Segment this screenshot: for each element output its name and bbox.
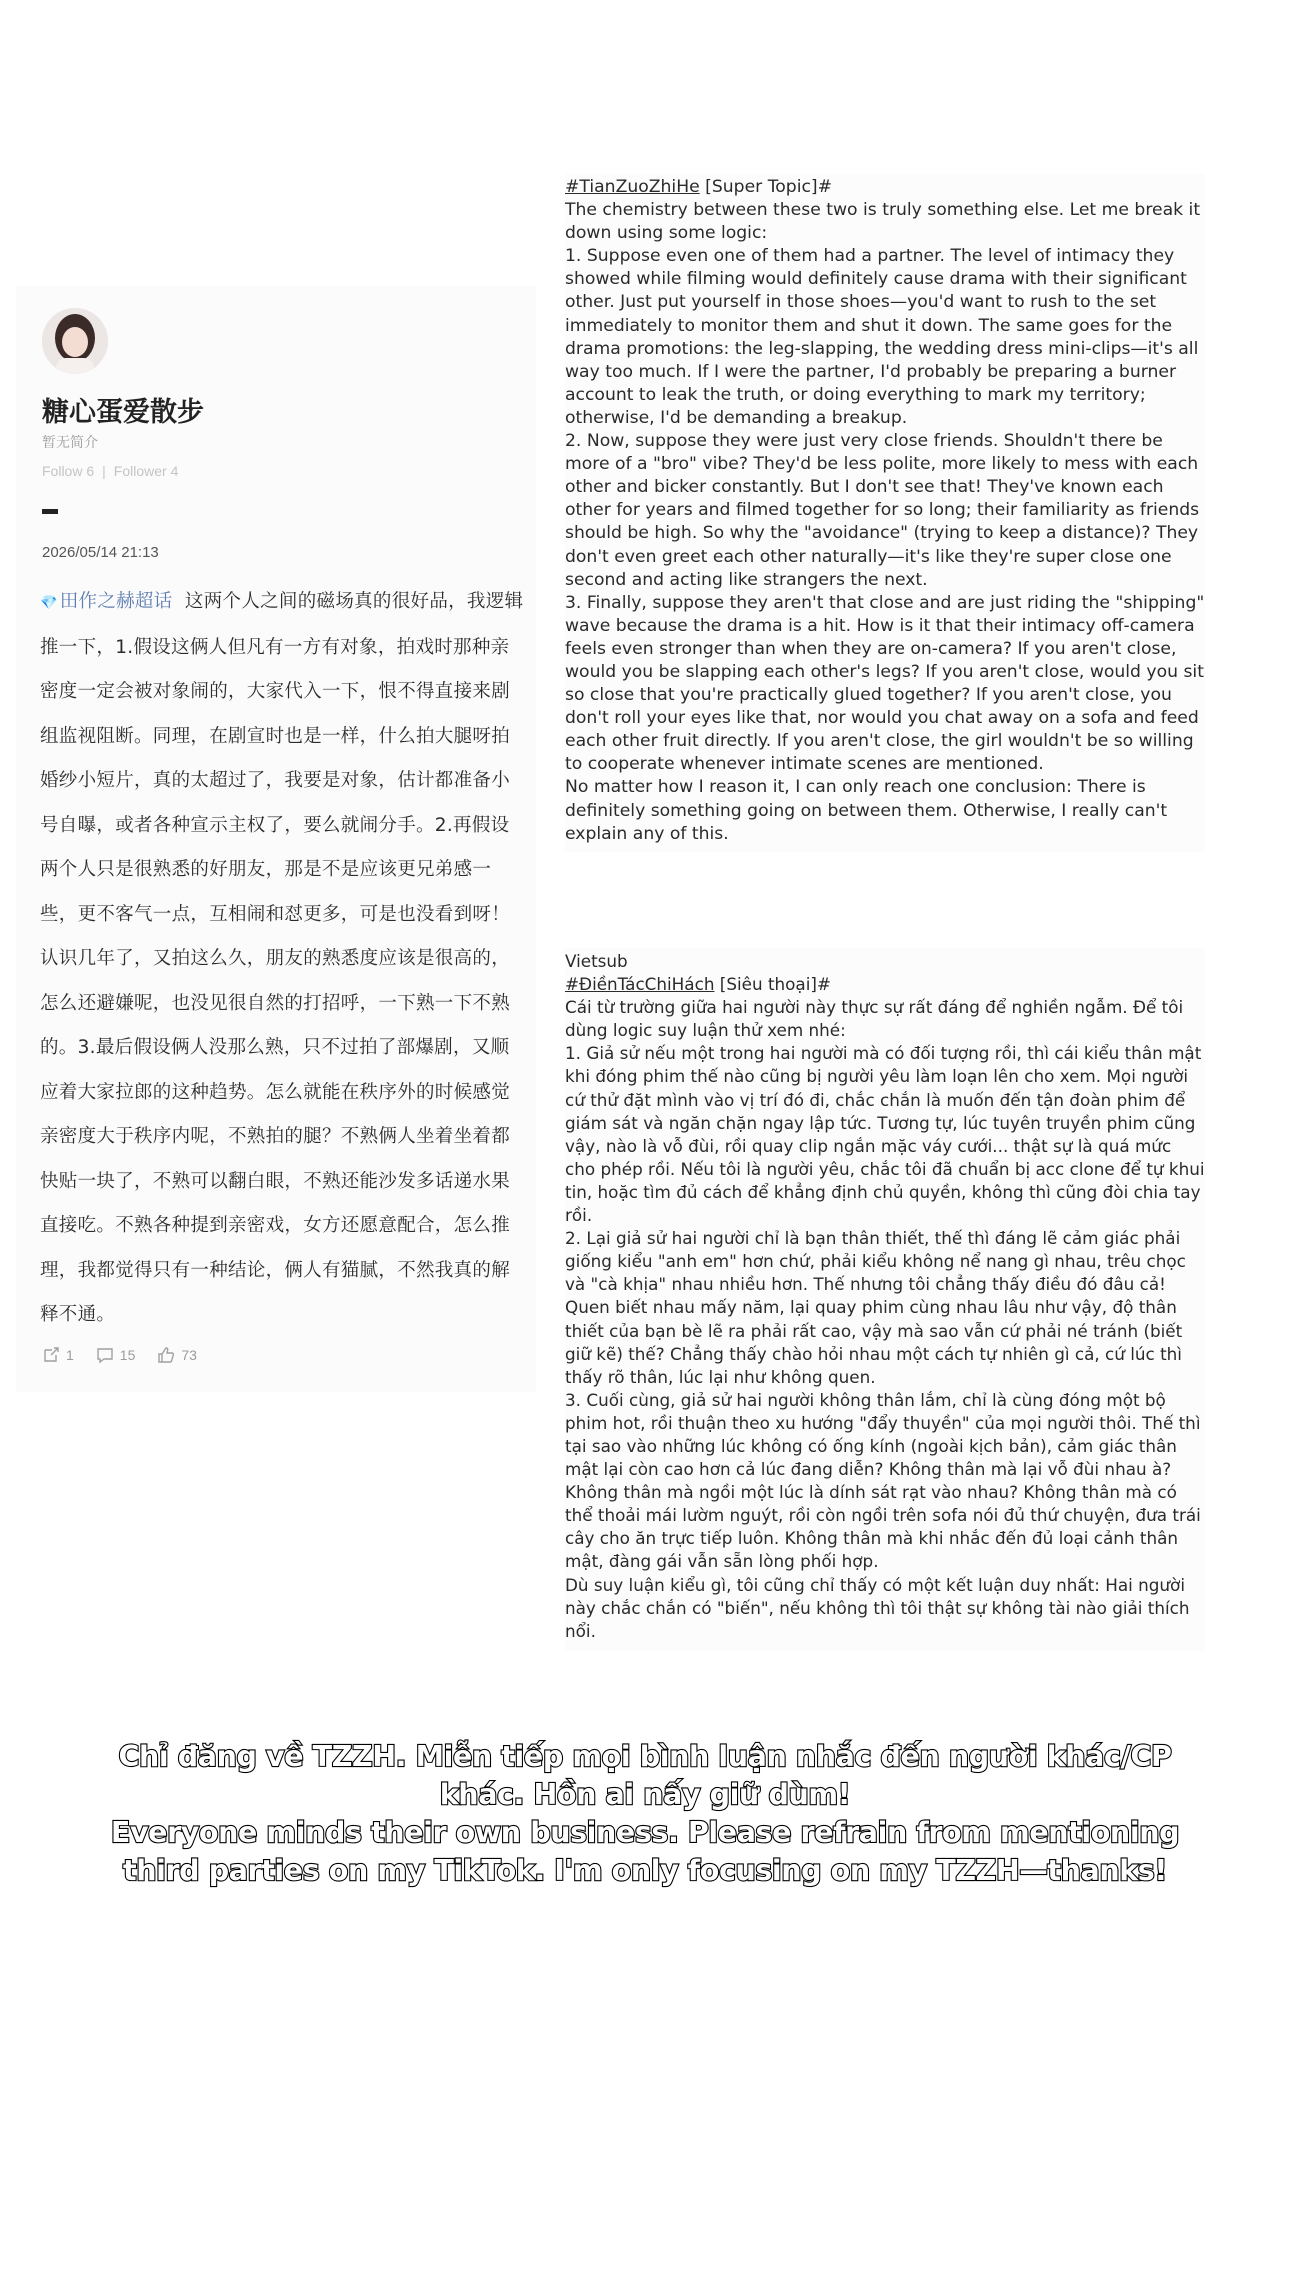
share-count: 1 <box>66 1347 74 1363</box>
divider <box>42 509 58 514</box>
follow-count[interactable]: Follow 6 <box>42 463 95 479</box>
vietnamese-tag-suffix: [Siêu thoại]# <box>714 974 831 995</box>
comment-icon <box>96 1346 114 1364</box>
thumbs-up-icon <box>157 1346 175 1364</box>
vietnamese-tag-line <box>565 973 1205 996</box>
follower-count[interactable]: Follower 4 <box>113 463 179 479</box>
vietnamese-translation <box>565 948 1205 1651</box>
avatar[interactable] <box>42 308 108 374</box>
video-caption <box>80 1738 1210 1890</box>
like-count: 73 <box>181 1347 197 1363</box>
avatar-image <box>42 308 108 374</box>
comment-button[interactable] <box>96 1346 136 1364</box>
diamond-icon: 💎 <box>40 595 58 611</box>
english-paragraph: No matter how I reason it, I can only reach one conclusion: There is definitely something going on between them. Otherwise, I really can't explain any of this. <box>565 777 1168 844</box>
like-button[interactable] <box>157 1346 197 1364</box>
english-paragraph: 1. Suppose even one of them had a partner. The level of intimacy they showed while filming would definitely cause drama with their significant other. Just put yourself in those shoes—you'd want to rush to the set immediately to monitor them and shut it down. The same goes for the drama promotions: the leg-slapping, the wedding dress mini-clips—it's all way too much. If I were the partner, I'd probably be preparing a burner account to leak the truth, or doing everything to mark my territory; otherwise, I'd be demanding a breakup. <box>565 246 1199 428</box>
post-date: 2026/05/14 21:13 <box>42 544 159 561</box>
vietnamese-paragraph: Cái từ trường giữa hai người này thực sự rất đáng để nghiền ngẫm. Để tôi dùng logic suy luận thử xem nhé: <box>565 997 1184 1041</box>
comment-count: 15 <box>119 1347 136 1363</box>
vietsub-label: Vietsub <box>565 951 628 971</box>
post-body <box>40 580 528 1338</box>
caption-line-english: Everyone minds their own business. Please refrain from mentioning third parties on my TikTok. I'm only focusing on my TZZH—thanks! <box>110 1816 1180 1887</box>
vietnamese-tag[interactable]: #ĐiềnTácChiHách <box>565 974 715 995</box>
vietnamese-paragraph: 1. Giả sử nếu một trong hai người mà có đối tượng rồi, thì cái kiểu thân mật khi đóng phim thế nào cũng bị người yêu làm loạn lên cho xem. Mọi người cứ thử đặt mình vào vị trí đó đi, chắc chắn là muốn đến tận đoàn phim để giám sát và ngăn chặn ngay lập tức. Tương tự, lúc tuyên truyền phim cũng vậy, nào là vỗ đùi, rồi quay clip ngắn mặc váy cưới... thật sự là quá mức cho phép rồi. Nếu tôi là người yêu, chắc tôi đã chuẩn bị acc clone để tự khui tin, hoặc tìm đủ cách để khẳng định chủ quyền, không thì cũng đòi chia tay rồi. <box>565 1043 1205 1226</box>
post-text: 这两个人之间的磁场真的很好品，我逻辑推一下，1.假设这俩人但凡有一方有对象，拍戏时那种亲密度一定会被对象闹的，大家代入一下，恨不得直接来剧组监视阻断。同理，在剧宣时也是一样，什么拍大腿呀拍婚纱小短片，真的太超过了，我要是对象，估计都准备小号自曝，或者各种宣示主权了，要么就闹分手。2.再假设两个人只是很熟悉的好朋友，那是不是应该更兄弟感一些，更不客气一点，互相闹和怼更多，可是也没看到呀！认识几年了，又拍这么久，朋友的熟悉度应该是很高的，怎么还避嫌呢，也没见很自然的打招呼，一下熟一下不熟的。3.最后假设俩人没那么熟，只不过拍了部爆剧，又顺应着大家拉郎的这种趋势。怎么就能在秩序外的时候感觉亲密度大于秩序内呢，不熟拍的腿？不熟俩人坐着坐着都快贴一块了，不熟可以翻白眼，不熟还能沙发多话递水果直接吃。不熟各种提到亲密戏，女方还愿意配合，怎么推理，我都觉得只有一种结论，俩人有猫腻，不然我真的解释不通。 <box>40 591 524 1325</box>
follow-stats: Follow 6 | Follower 4 <box>42 463 179 479</box>
action-bar <box>42 1346 197 1364</box>
share-icon <box>42 1346 60 1364</box>
english-tag-suffix: [Super Topic]# <box>699 177 833 197</box>
vietnamese-paragraph: 2. Lại giả sử hai người chỉ là bạn thân thiết, thế thì đáng lẽ cảm giác phải giống kiểu "anh em" hơn chứ, phải kiểu không nể nang gì nhau, trêu chọc và "cà khịa" nhau nhiều hơn. Thế nhưng tôi chẳng thấy điều đó đâu cả! Quen biết nhau mấy năm, lại quay phim cùng nhau lâu như vậy, độ thân thiết của bạn bè lẽ ra phải rất cao, vậy mà sao vẫn cứ phải né tránh (biết giữ kẽ) thế? Chẳng thấy chào hỏi nhau một cách tự nhiên gì cả, cứ lúc thì thấy rõ thân, lúc lại như không quen. <box>565 1228 1186 1387</box>
vietnamese-paragraph: Dù suy luận kiểu gì, tôi cũng chỉ thấy có một kết luận duy nhất: Hai người này chắc chắn có "biến", nếu không thì tôi thật sự không tài nào giải thích nổi. <box>565 1574 1190 1641</box>
super-topic-tag[interactable]: 田作之赫超话 <box>59 591 173 612</box>
english-translation <box>565 174 1205 852</box>
vietnamese-paragraph: 3. Cuối cùng, giả sử hai người không thân lắm, chỉ là cùng đóng một bộ phim hot, rồi thuận theo xu hướng "đẩy thuyền" của mọi người thôi. Thế thì tại sao vào những lúc không có ống kính (ngoài kịch bản), cảm giác thân mật lại còn cao hơn cả lúc đang diễn? Không thân mà lại vỗ đùi nhau à? Không thân mà ngồi một lúc là dính sát rạt vào nhau? Không thân mà có thể thoải mái lườm nguýt, rồi còn ngồi trên sofa nói đủ thứ chuyện, đưa trái cây cho ăn trực tiếp luôn. Không thân mà khi nhắc đến đủ loại cảnh thân mật, đàng gái vẫn sẵn lòng phối hợp. <box>565 1389 1201 1572</box>
share-button[interactable] <box>42 1346 74 1364</box>
english-tag[interactable]: #TianZuoZhiHe <box>565 177 700 197</box>
profile-bio: 暂无简介 <box>42 435 98 451</box>
english-tag-line <box>565 176 1205 199</box>
english-paragraph: 2. Now, suppose they were just very close friends. Shouldn't there be more of a "bro" vibe? They'd be less polite, more likely to mess with each other and bicker constantly. But I don't see that! They've known each other for years and filmed together for so long; their familiarity as friends should be high. So why the "avoidance" (trying to keep a distance)? They don't even greet each other naturally—it's like they're super close one second and acting like strangers the next. <box>565 431 1200 590</box>
english-paragraph: The chemistry between these two is truly something else. Let me break it down using some logic: <box>565 200 1201 244</box>
english-paragraph: 3. Finally, suppose they aren't that close and are just riding the "shipping" wave because the drama is a hit. How is it that their intimacy off-camera feels even stronger than when they are on-camera? If you aren't close, would you be slapping each other's legs? If you aren't close, would you sit so close that you're practically glued together? If you aren't close, you don't roll your eyes like that, nor would you chat away on a sofa and feed each other fruit directly. If you aren't close, the girl wouldn't be so willing to cooperate whenever intimate scenes are mentioned. <box>565 592 1205 775</box>
caption-line-vietnamese: Chỉ đăng về TZZH. Miễn tiếp mọi bình luận nhắc đến người khác/CP khác. Hồn ai nấy giữ dùm! <box>118 1740 1172 1811</box>
profile-name[interactable]: 糖心蛋爱散步 <box>42 397 204 428</box>
